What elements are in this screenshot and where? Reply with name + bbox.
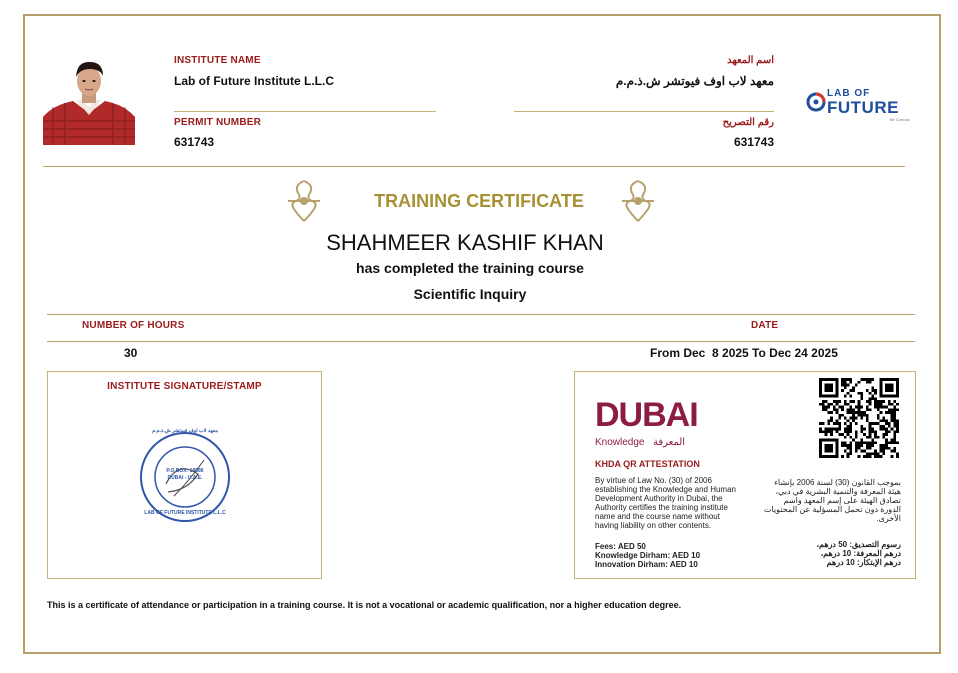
footer-disclaimer: This is a certificate of attendance or participation in a training course. It is not a vocational or academic qualification, nor a higher education degree. bbox=[47, 600, 682, 610]
stamp-top-text: معهد لاب اوف فيوتشر ش.ذ.م.م bbox=[152, 428, 218, 434]
header-divider bbox=[43, 166, 905, 167]
logo-top-text: LAB OF bbox=[827, 88, 871, 99]
signature-box bbox=[47, 371, 322, 579]
permit-number-ar: 631743 bbox=[733, 135, 774, 149]
permit-number-label-ar: رقم التصريح bbox=[722, 117, 774, 128]
khda-fees-ar: رسوم التصديق: 50 درهم، bbox=[816, 540, 901, 549]
institute-name-ar: معهد لاب اوف فيوتشر ش.ذ.م.م bbox=[615, 74, 774, 88]
permit-number-label: PERMIT NUMBER bbox=[174, 117, 262, 128]
khda-logo-sub-en: Knowledge bbox=[595, 437, 645, 448]
completed-text: has completed the training course bbox=[356, 260, 584, 276]
khda-fees: Fees: AED 50 bbox=[595, 542, 646, 551]
khda-logo-sub-ar: المعرفة bbox=[653, 437, 686, 448]
institute-name-label: INSTITUTE NAME bbox=[174, 55, 261, 66]
khda-qr-code[interactable] bbox=[819, 378, 899, 458]
khda-law-text-ar: بموجب القانون (30) لسنة 2006 بإنشاء هيئة المعرفة والتنمية البشرية في دبي، تصادق الهيئة على إسم المعهد واسم الدورة دون تحمل المسؤلية عن المحتويات الأخرى. bbox=[763, 478, 901, 523]
details-bottom-line bbox=[47, 341, 915, 342]
stamp-bottom-text: LAB OF FUTURE INSTITUTE L.L.C bbox=[144, 510, 226, 516]
permit-number: 631743 bbox=[174, 135, 215, 149]
khda-attestation-label: KHDA QR ATTESTATION bbox=[595, 459, 700, 469]
stamp-center-line-1: P.O.BOX: 19586 bbox=[166, 468, 204, 474]
logo-tagline: Be Curious bbox=[890, 117, 910, 122]
date-label: DATE bbox=[751, 320, 779, 331]
course-name: Scientific Inquiry bbox=[413, 286, 527, 302]
khda-innovation-ar: درهم الإبتكار: 10 درهم bbox=[826, 558, 901, 567]
certificate-title: TRAINING CERTIFICATE bbox=[374, 191, 584, 211]
hours-value: 30 bbox=[124, 346, 138, 360]
khda-dubai-logo: DUBAI bbox=[595, 396, 698, 434]
khda-innovation-dirham: Innovation Dirham: AED 10 bbox=[595, 560, 698, 569]
khda-knowledge-dirham: Knowledge Dirham: AED 10 bbox=[595, 551, 701, 560]
date-value: From Dec 8 2025 To Dec 24 2025 bbox=[650, 346, 838, 360]
recipient-photo bbox=[43, 57, 135, 145]
stamp-center-line-2: DUBAI - U.A.E. bbox=[167, 475, 203, 481]
institute-name-label-ar: اسم المعهد bbox=[727, 55, 774, 66]
details-top-line bbox=[47, 314, 915, 315]
khda-knowledge-ar: درهم المعرفة: 10 درهم، bbox=[820, 549, 901, 558]
khda-law-text: By virtue of Law No. (30) of 2006 establishing the Knowledge and Human Development Authority in Dubai, the Authority certifies the training institute name and the course name without having liability on other contents. bbox=[595, 476, 736, 530]
lab-of-future-logo bbox=[806, 86, 924, 126]
hours-label: NUMBER OF HOURS bbox=[82, 320, 185, 331]
logo-head-icon bbox=[806, 92, 826, 112]
institute-name: Lab of Future Institute L.L.C bbox=[174, 74, 334, 88]
signature-label: INSTITUTE SIGNATURE/STAMP bbox=[107, 381, 262, 392]
institute-name-ar-underline bbox=[514, 111, 774, 112]
logo-main-text: FUTURE bbox=[827, 98, 899, 117]
institute-name-underline bbox=[174, 111, 436, 112]
recipient-name: SHAHMEER KASHIF KHAN bbox=[326, 230, 604, 255]
